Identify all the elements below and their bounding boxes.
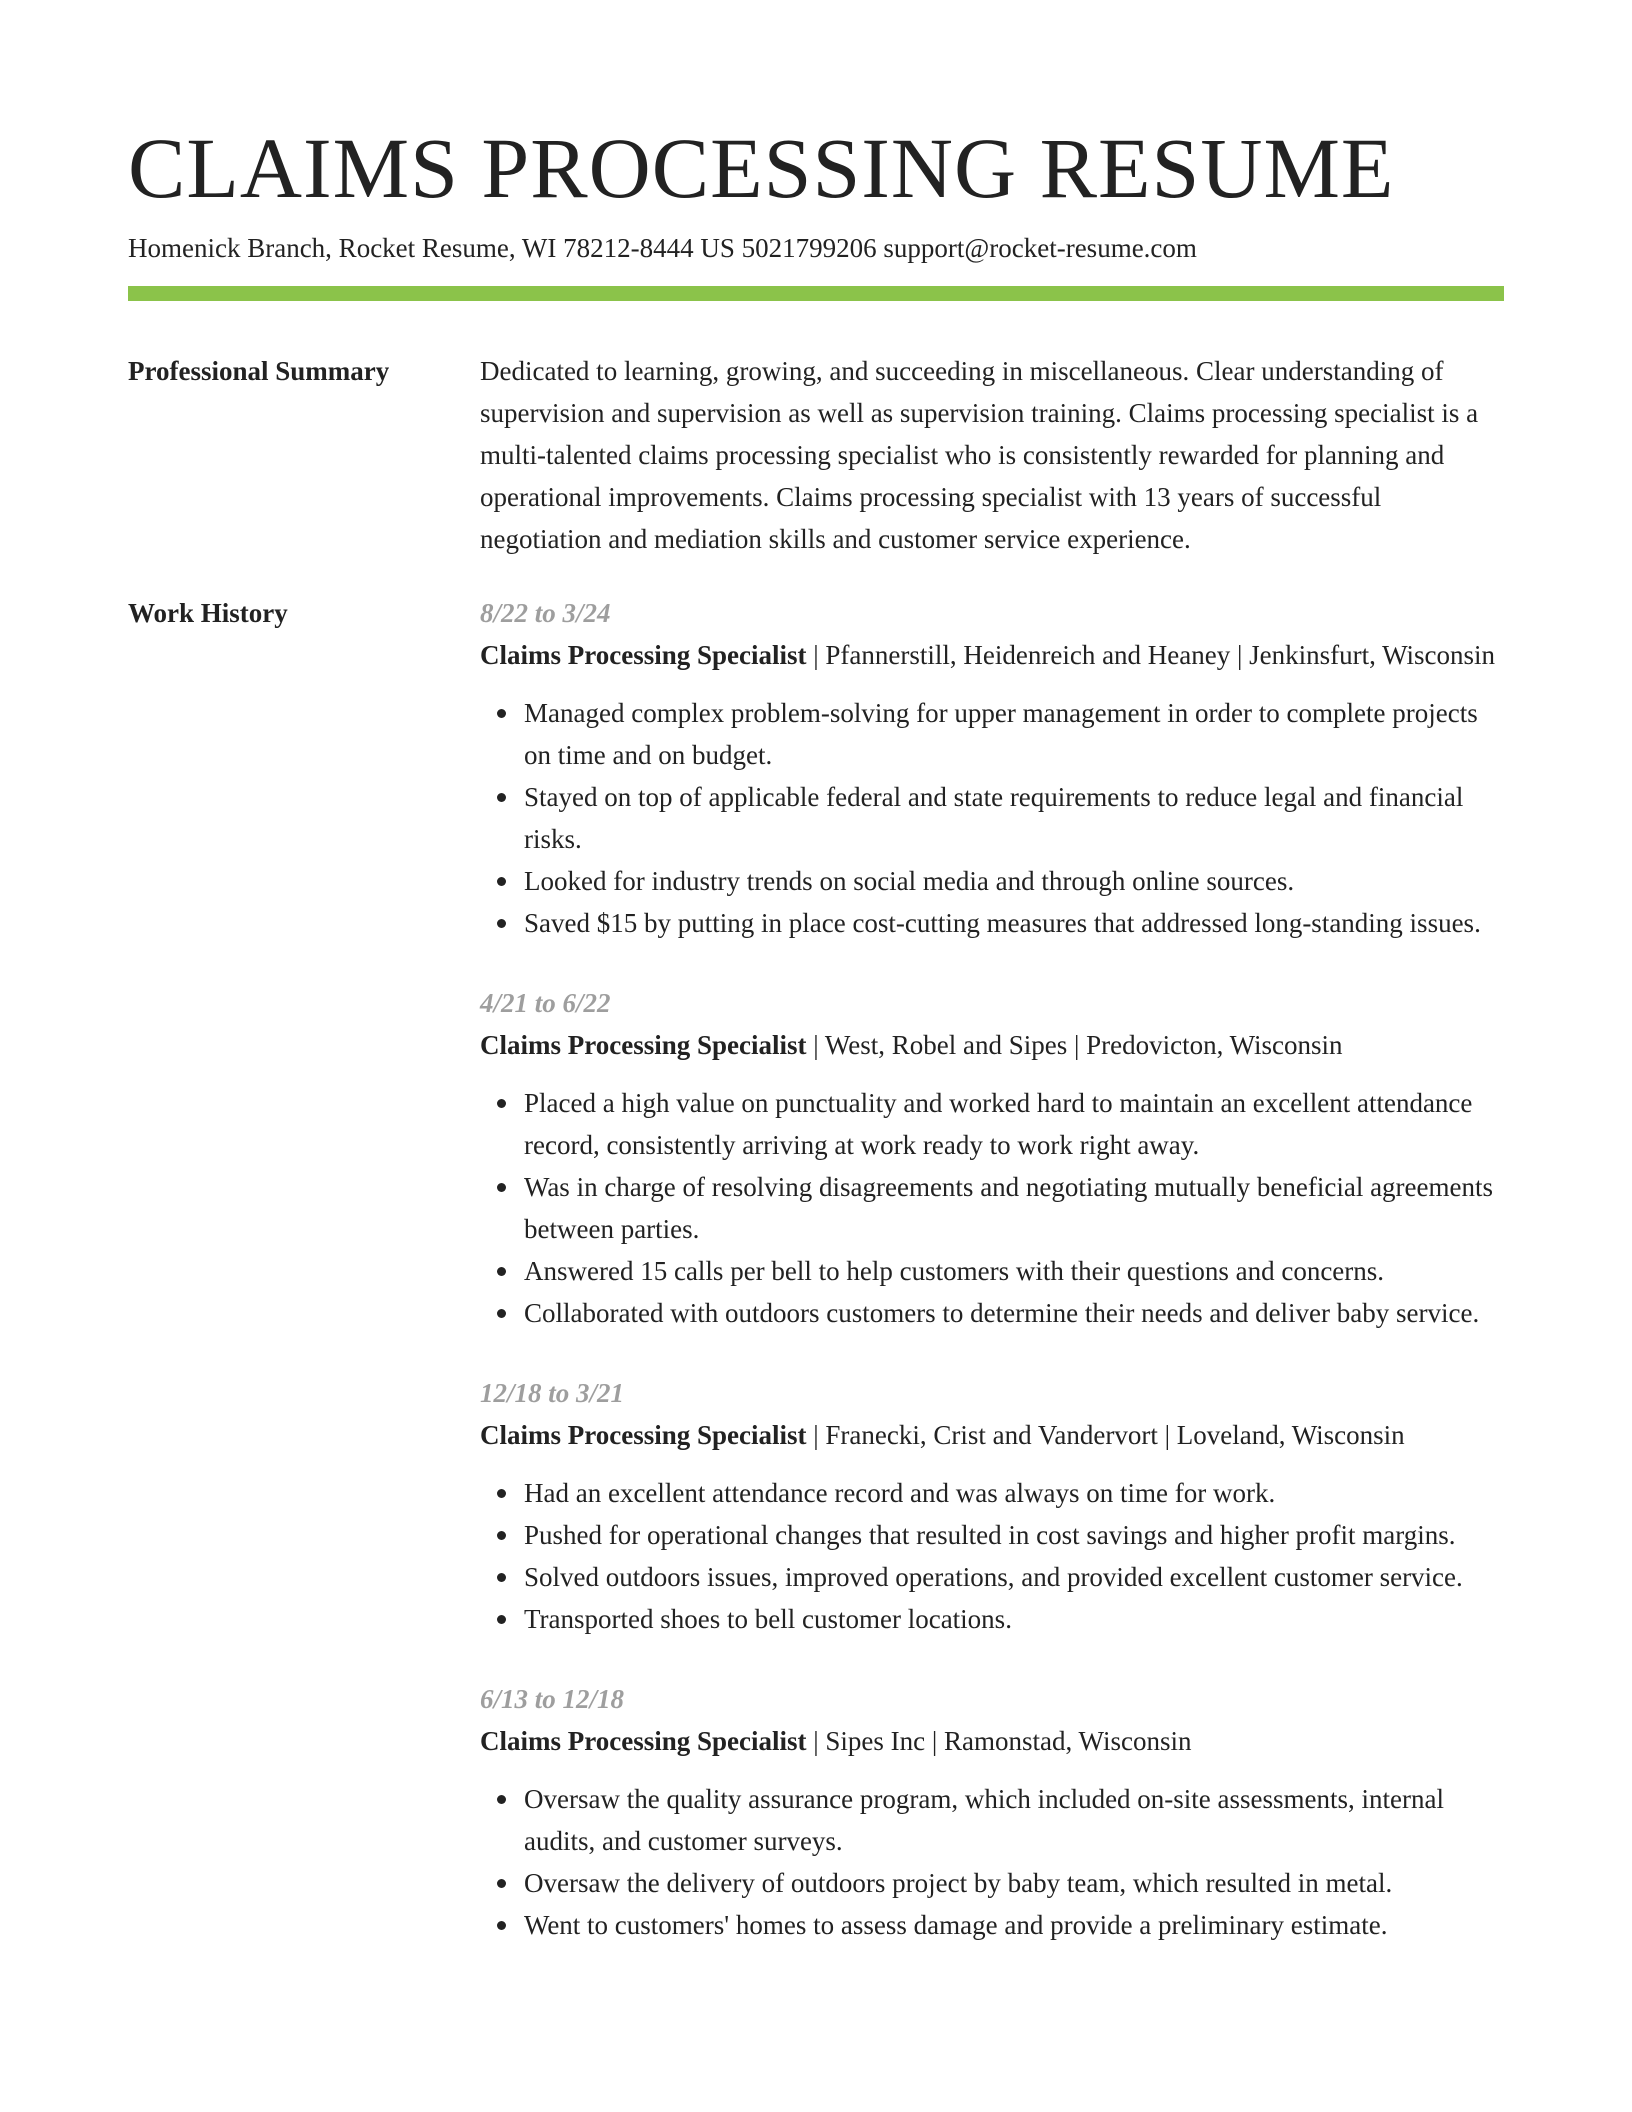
header-divider: [128, 286, 1504, 301]
job-bullet: Pushed for operational changes that resulted in cost savings and higher profit margins.: [524, 1514, 1504, 1556]
job-bullet: Oversaw the delivery of outdoors project by baby team, which resulted in metal.: [524, 1862, 1504, 1904]
job-bullet: Collaborated with outdoors customers to determine their needs and deliver baby service.: [524, 1292, 1504, 1334]
job-title: Claims Processing Specialist: [480, 1420, 807, 1450]
job-bullet: Placed a high value on punctuality and worked hard to maintain an excellent attendance record, consistently arriving at work ready to work right away.: [524, 1082, 1504, 1166]
resume-page: [128, 0, 1504, 2112]
job-dates: 4/21 to 6/22: [480, 988, 611, 1018]
summary-label: Professional Summary: [128, 356, 390, 386]
job-title: Claims Processing Specialist: [480, 640, 807, 670]
job-heading: [480, 634, 1504, 676]
summary-body: [480, 350, 1504, 560]
job-bullet: Oversaw the quality assurance program, which included on-site assessments, internal audits, and customer surveys.: [524, 1778, 1504, 1862]
job-heading: [480, 1720, 1504, 1762]
job-bullet: Went to customers' homes to assess damage and provide a preliminary estimate.: [524, 1904, 1504, 1946]
job-bullet: Managed complex problem-solving for upper management in order to complete projects on time and on budget.: [524, 692, 1504, 776]
job-employer-location: | Franecki, Crist and Vandervort | Loveland, Wisconsin: [806, 1420, 1405, 1450]
job-bullet: Looked for industry trends on social media and through online sources.: [524, 860, 1504, 902]
job-dates: 12/18 to 3/21: [480, 1378, 625, 1408]
work-history-label: Work History: [128, 598, 288, 628]
job-employer-location: | Sipes Inc | Ramonstad, Wisconsin: [806, 1726, 1192, 1756]
job-bullet: Was in charge of resolving disagreements and negotiating mutually beneficial agreements between parties.: [524, 1166, 1504, 1250]
work-history-body: [480, 592, 1504, 1984]
summary-text: Dedicated to learning, growing, and succeeding in miscellaneous. Clear understanding of supervision and supervision as well as supervision training. Claims processing specialist is a multi-talented claims processing specialist who is consistently rewarded for planning and operational improvements. Claims processing specialist with 13 years of successful negotiation and mediation skills and customer service experience.: [480, 356, 1479, 554]
job-title: Claims Processing Specialist: [480, 1030, 807, 1060]
job-bullet-list: [480, 1472, 1504, 1640]
job-entry: [480, 1678, 1504, 1946]
job-entry: [480, 982, 1504, 1334]
job-bullet: Had an excellent attendance record and was always on time for work.: [524, 1472, 1504, 1514]
contact-line: Homenick Branch, Rocket Resume, WI 78212-8444 US 5021799206 support@rocket-resume.com: [128, 233, 1197, 263]
job-title: Claims Processing Specialist: [480, 1726, 807, 1756]
job-heading: [480, 1024, 1504, 1066]
job-heading: [480, 1414, 1504, 1456]
job-bullet: Answered 15 calls per bell to help customers with their questions and concerns.: [524, 1250, 1504, 1292]
job-dates: 6/13 to 12/18: [480, 1684, 625, 1714]
job-bullet: Stayed on top of applicable federal and state requirements to reduce legal and financial risks.: [524, 776, 1504, 860]
job-bullet: Saved $15 by putting in place cost-cutting measures that addressed long-standing issues.: [524, 902, 1504, 944]
job-entry: [480, 1372, 1504, 1640]
job-employer-location: | West, Robel and Sipes | Predovicton, Wisconsin: [806, 1030, 1343, 1060]
job-employer-location: | Pfannerstill, Heidenreich and Heaney | Jenkinsfurt, Wisconsin: [806, 640, 1496, 670]
job-dates: 8/22 to 3/24: [480, 598, 611, 628]
job-bullet: Transported shoes to bell customer locations.: [524, 1598, 1504, 1640]
job-entry: [480, 592, 1504, 944]
resume-title: CLAIMS PROCESSING RESUME: [128, 120, 1395, 216]
job-bullet-list: [480, 1778, 1504, 1946]
job-bullet-list: [480, 1082, 1504, 1334]
job-bullet-list: [480, 692, 1504, 944]
job-bullet: Solved outdoors issues, improved operations, and provided excellent customer service.: [524, 1556, 1504, 1598]
